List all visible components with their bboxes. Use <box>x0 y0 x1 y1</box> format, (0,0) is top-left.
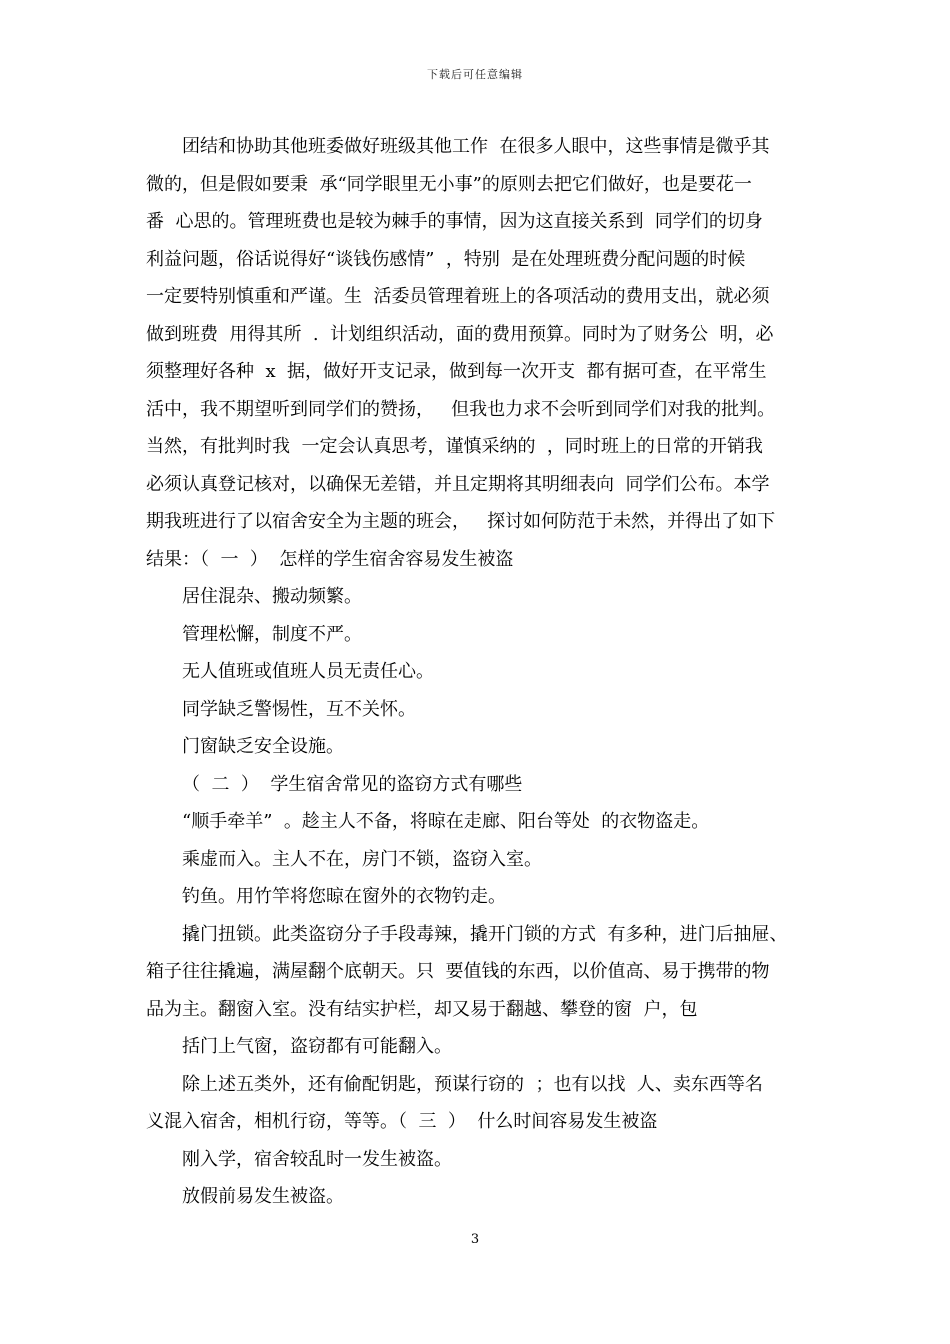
text-line: 结果：（ 一 ） 怎样的学生宿舍容易发生被盗 <box>146 548 514 570</box>
text-line: 活中，我不期望听到同学们的赞扬， 但我也力求不会听到同学们对我的批判。 <box>146 398 776 420</box>
text-line: 钓鱼。用竹竿将您晾在窗外的衣物钓走。 <box>182 886 506 907</box>
text-line: 管理松懈，制度不严。 <box>182 623 362 645</box>
text-line: 微的，但是假如要秉 承“同学眼里无小事”的原则去把它们做好，也是要花一 <box>146 173 752 195</box>
text-line: 门窗缺乏安全设施。 <box>182 736 344 757</box>
text-line: （ 二 ） 学生宿舍常见的盗窃方式有哪些 <box>182 773 523 795</box>
text-line: 利益问题，俗话说得好“谈钱伤感情” ，特别 是在处理班费分配问题的时候 <box>146 248 746 270</box>
text-line: 同学缺乏警惕性，互不关怀。 <box>182 698 416 720</box>
text-line: 品为主。翻窗入室。没有结实护栏，却又易于翻越、攀登的窗 户，包 <box>146 998 698 1020</box>
text-line: 居住混杂、搬动频繁。 <box>182 586 362 607</box>
text-line: 括门上气窗，盗窃都有可能翻入。 <box>182 1036 452 1057</box>
page-number: 3 <box>470 1232 480 1247</box>
text-line: 期我班进行了以宿舍安全为主题的班会， 探讨如何防范于未然，并得出了如下 <box>146 511 776 532</box>
document-body <box>146 128 806 1216</box>
text-line: 刚入学，宿舍较乱时一发生被盗。 <box>182 1148 452 1170</box>
text-line: 一定要特别慎重和严谨。生 活委员管理着班上的各项活动的费用支出，就必须 <box>146 286 770 307</box>
text-line: 无人值班或值班人员无责任心。 <box>182 661 434 682</box>
text-line: “顺手牵羊” 。趁主人不备，将晾在走廊、阳台等处 的衣物盗走。 <box>182 811 710 832</box>
text-line: 义混入宿舍，相机行窃，等等。（ 三 ） 什么时间容易发生被盗 <box>146 1111 658 1132</box>
text-line: 番 心思的。管理班费也是较为棘手的事情，因为这直接关系到 同学们的切身 <box>146 211 763 232</box>
text-line: 必须认真登记核对，以确保无差错，并且定期将其明细表向 同学们公布。本学 <box>146 473 770 495</box>
text-line: 乘虚而入。主人不在，房门不锁，盗窃入室。 <box>182 848 542 870</box>
text-line: 做到班费 用得其所 . 计划组织活动，面的费用预算。同时为了财务公 明，必 <box>146 323 774 345</box>
text-line: 撬门扭锁。此类盗窃分子手段毒辣，撬开门锁的方式 有多种，进门后抽屉、 <box>182 923 788 945</box>
text-line: 当然，有批判时我 一定会认真思考，谨慎采纳的 ，同时班上的日常的开销我 <box>146 436 763 457</box>
text-line: 除上述五类外，还有偷配钥匙，预谋行窃的 ；也有以找 人、卖东西等名 <box>182 1073 763 1095</box>
page-header: 下载后可任意编辑 <box>427 68 523 81</box>
text-line: 团结和协助其他班委做好班级其他工作 在很多人眼中，这些事情是微乎其 <box>182 136 770 157</box>
text-line: 放假前易发生被盗。 <box>182 1186 344 1207</box>
text-line: 须整理好各种 x 据，做好开支记录，做到每一次开支 都有据可查，在平常生 <box>146 361 767 382</box>
text-line: 箱子往往撬遍，满屋翻个底朝天。只 要值钱的东西，以价值高、易于携带的物 <box>146 961 770 982</box>
